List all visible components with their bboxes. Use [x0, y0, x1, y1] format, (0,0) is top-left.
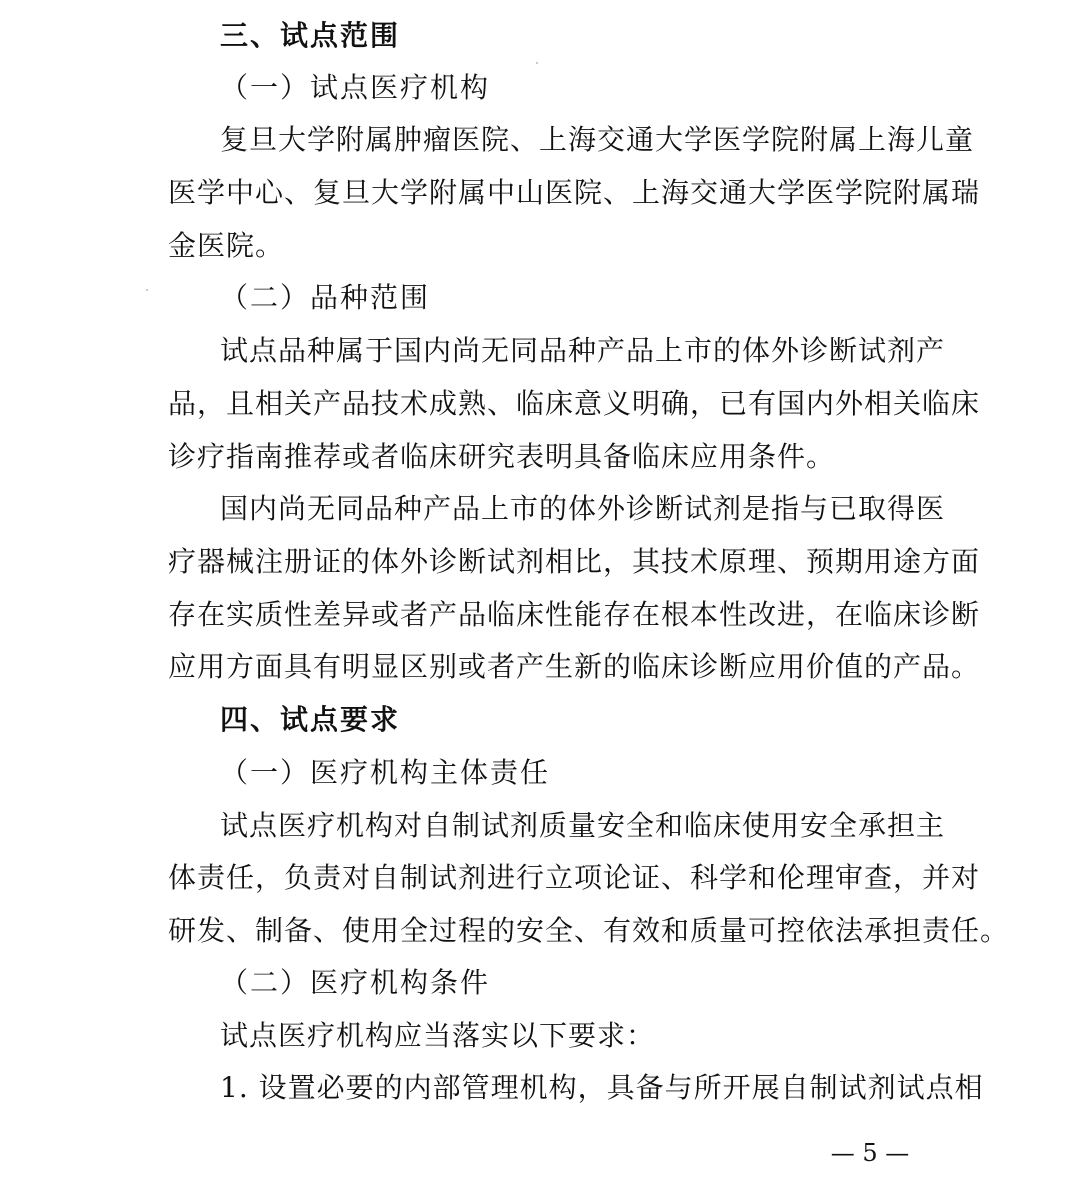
paragraph-line: 复旦大学附属肿瘤医院、上海交通大学医学院附属上海儿童: [220, 123, 975, 156]
paragraph-line: 试点医疗机构应当落实以下要求：: [220, 1019, 656, 1052]
paragraph-line: 体责任，负责对自制试剂进行立项论证、科学和伦理审查，并对: [168, 861, 981, 894]
subsection-heading-responsibility: （一）医疗机构主体责任: [220, 756, 551, 789]
paragraph-line: 品，且相关产品技术成熟、临床意义明确，已有国内外相关临床: [168, 387, 981, 420]
section-heading-requirements: 四、试点要求: [220, 703, 401, 736]
paragraph-line: 金医院。: [168, 229, 285, 262]
section-heading-scope: 三、试点范围: [220, 19, 401, 52]
scan-speck: [146, 289, 148, 291]
paragraph-line: 疗器械注册证的体外诊断试剂相比，其技术原理、预期用途方面: [168, 545, 981, 578]
paragraph-line: 试点品种属于国内尚无同品种产品上市的体外诊断试剂产: [220, 334, 946, 367]
list-item: 1. 设置必要的内部管理机构，具备与所开展自制试剂试点相: [220, 1071, 984, 1104]
page-number: — 5 —: [830, 1139, 910, 1167]
paragraph-line: 研发、制备、使用全过程的安全、有效和质量可控依法承担责任。: [168, 914, 1010, 947]
subsection-heading-varieties: （二）品种范围: [220, 281, 431, 314]
paragraph-line: 试点医疗机构对自制试剂质量安全和临床使用安全承担主: [220, 809, 946, 842]
paragraph-line: 诊疗指南推荐或者临床研究表明具备临床应用条件。: [168, 440, 836, 473]
subsection-heading-conditions: （二）医疗机构条件: [220, 966, 491, 999]
paragraph-line: 国内尚无同品种产品上市的体外诊断试剂是指与已取得医: [220, 492, 946, 525]
paragraph-line: 医学中心、复旦大学附属中山医院、上海交通大学医学院附属瑞: [168, 176, 981, 209]
paragraph-line: 应用方面具有明显区别或者产生新的临床诊断应用价值的产品。: [168, 650, 981, 683]
paragraph-line: 存在实质性差异或者产品临床性能存在根本性改进，在临床诊断: [168, 598, 981, 631]
subsection-heading-institutions: （一）试点医疗机构: [220, 71, 491, 104]
scan-speck: [536, 62, 538, 64]
